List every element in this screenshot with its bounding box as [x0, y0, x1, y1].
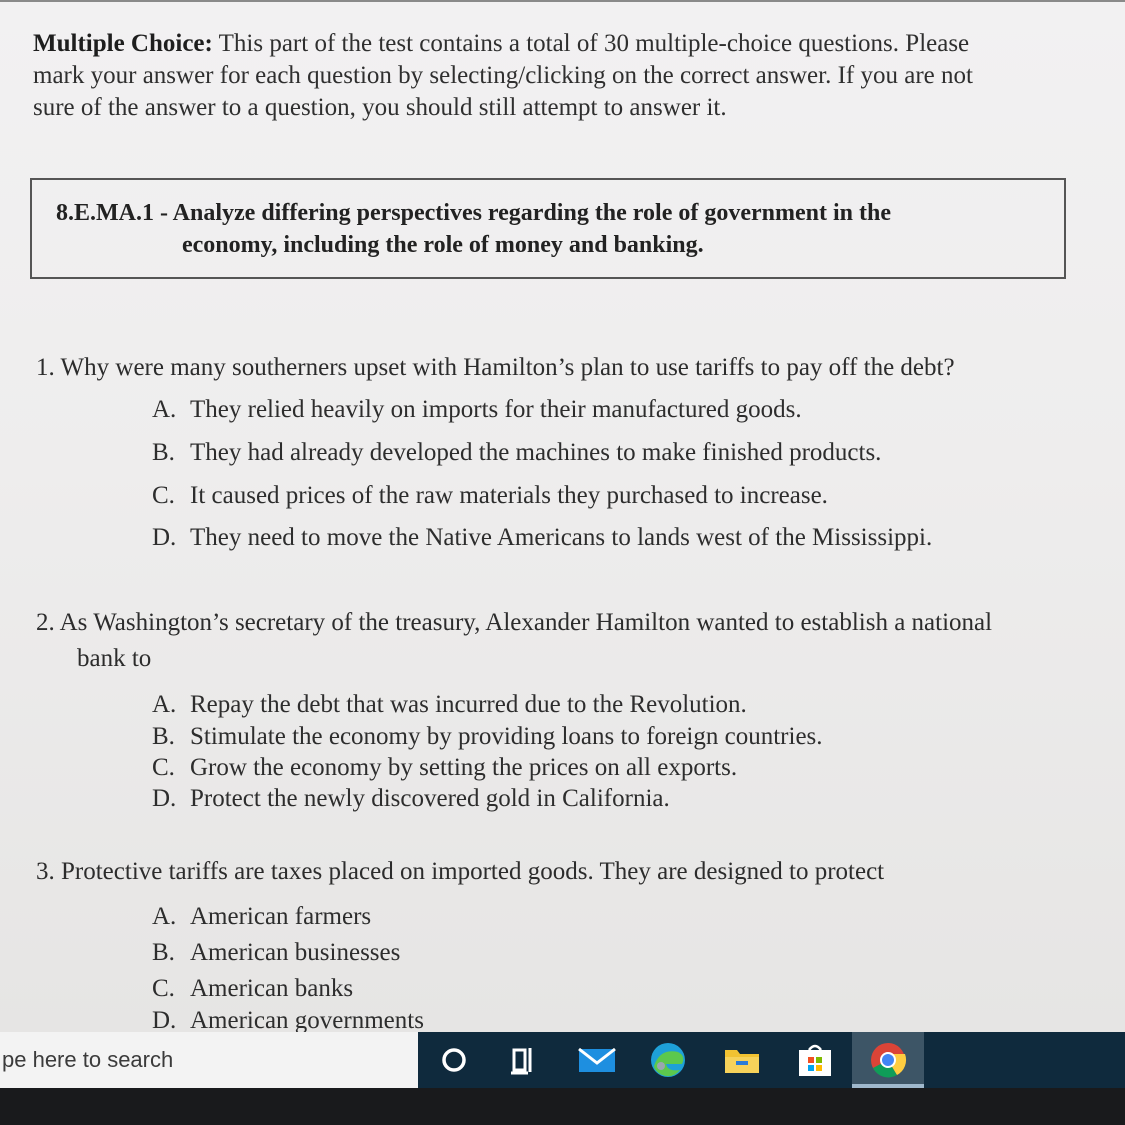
question-1-option-b[interactable]: [152, 439, 881, 467]
question-2-option-b[interactable]: [152, 723, 823, 751]
taskbar-search-box[interactable]: pe here to search: [0, 1032, 418, 1088]
instructions: [33, 28, 1033, 124]
instructions-line-2: mark your answer for each question by selecting/clicking on the correct answer. If you are not: [33, 62, 973, 89]
option-letter: B.: [152, 939, 175, 966]
question-1-option-c[interactable]: [152, 482, 828, 510]
question-3-option-d[interactable]: [152, 1007, 424, 1032]
question-3-option-b[interactable]: [152, 939, 400, 967]
chrome-icon[interactable]: [868, 1040, 908, 1080]
instructions-line-1: This part of the test contains a total of 30 multiple-choice questions. Please: [212, 30, 970, 57]
question-2-prompt: 2. As Washington’s secretary of the treasury, Alexander Hamilton wanted to establish a national: [36, 609, 993, 636]
option-letter: A.: [152, 691, 177, 718]
mail-icon[interactable]: [577, 1040, 617, 1080]
option-text: Grow the economy by setting the prices on all exports.: [190, 754, 738, 781]
option-letter: A.: [152, 903, 177, 930]
option-letter: D.: [152, 785, 177, 812]
option-text: American governments: [190, 1007, 424, 1032]
file-explorer-icon[interactable]: [722, 1040, 762, 1080]
task-view-icon[interactable]: [503, 1040, 543, 1080]
option-letter: C.: [152, 482, 175, 509]
option-letter: C.: [152, 975, 175, 1002]
instructions-heading: Multiple Choice:: [33, 30, 213, 57]
option-text: They relied heavily on imports for their manufactured goods.: [190, 396, 802, 423]
instructions-line-3: sure of the answer to a question, you should still attempt to answer it.: [33, 94, 727, 121]
cortana-circle-icon[interactable]: [434, 1040, 474, 1080]
option-text: They had already developed the machines to make finished products.: [190, 439, 882, 466]
question-2-prompt-continued: bank to: [77, 645, 152, 672]
question-2-option-d[interactable]: [152, 785, 670, 813]
option-letter: A.: [152, 396, 177, 423]
option-text: American farmers: [190, 903, 372, 930]
standard-line-2: economy, including the role of money and banking.: [182, 232, 704, 258]
option-text: It caused prices of the raw materials they purchased to increase.: [190, 482, 828, 509]
question-1-option-d[interactable]: [152, 524, 932, 552]
monitor-bezel: [0, 1088, 1125, 1125]
option-letter: B.: [152, 723, 175, 750]
edge-icon[interactable]: [648, 1040, 688, 1080]
store-icon[interactable]: [795, 1040, 835, 1080]
question-3-option-a[interactable]: [152, 903, 371, 931]
top-border: [0, 0, 1125, 2]
option-text: American banks: [190, 975, 354, 1002]
question-2-option-c[interactable]: [152, 754, 737, 782]
option-text: Repay the debt that was incurred due to the Revolution.: [190, 691, 747, 718]
option-text: Stimulate the economy by providing loans to foreign countries.: [190, 723, 823, 750]
standard-line-1: 8.E.MA.1 - Analyze differing perspectives regarding the role of government in the: [56, 200, 891, 226]
option-letter: C.: [152, 754, 175, 781]
option-letter: D.: [152, 1007, 177, 1032]
question-3-option-c[interactable]: [152, 975, 353, 1003]
option-letter: D.: [152, 524, 177, 551]
option-text: American businesses: [190, 939, 401, 966]
option-letter: B.: [152, 439, 175, 466]
question-2-option-a[interactable]: [152, 691, 747, 719]
standard-box: [30, 178, 1066, 279]
question-1-prompt: 1. Why were many southerners upset with Hamilton’s plan to use tariffs to pay off the debt?: [36, 354, 955, 381]
question-1-option-a[interactable]: [152, 396, 802, 424]
question-3-prompt: 3. Protective tariffs are taxes placed on imported goods. They are designed to protect: [36, 858, 885, 885]
option-text: Protect the newly discovered gold in California.: [190, 785, 670, 812]
option-text: They need to move the Native Americans to lands west of the Mississippi.: [190, 524, 933, 551]
